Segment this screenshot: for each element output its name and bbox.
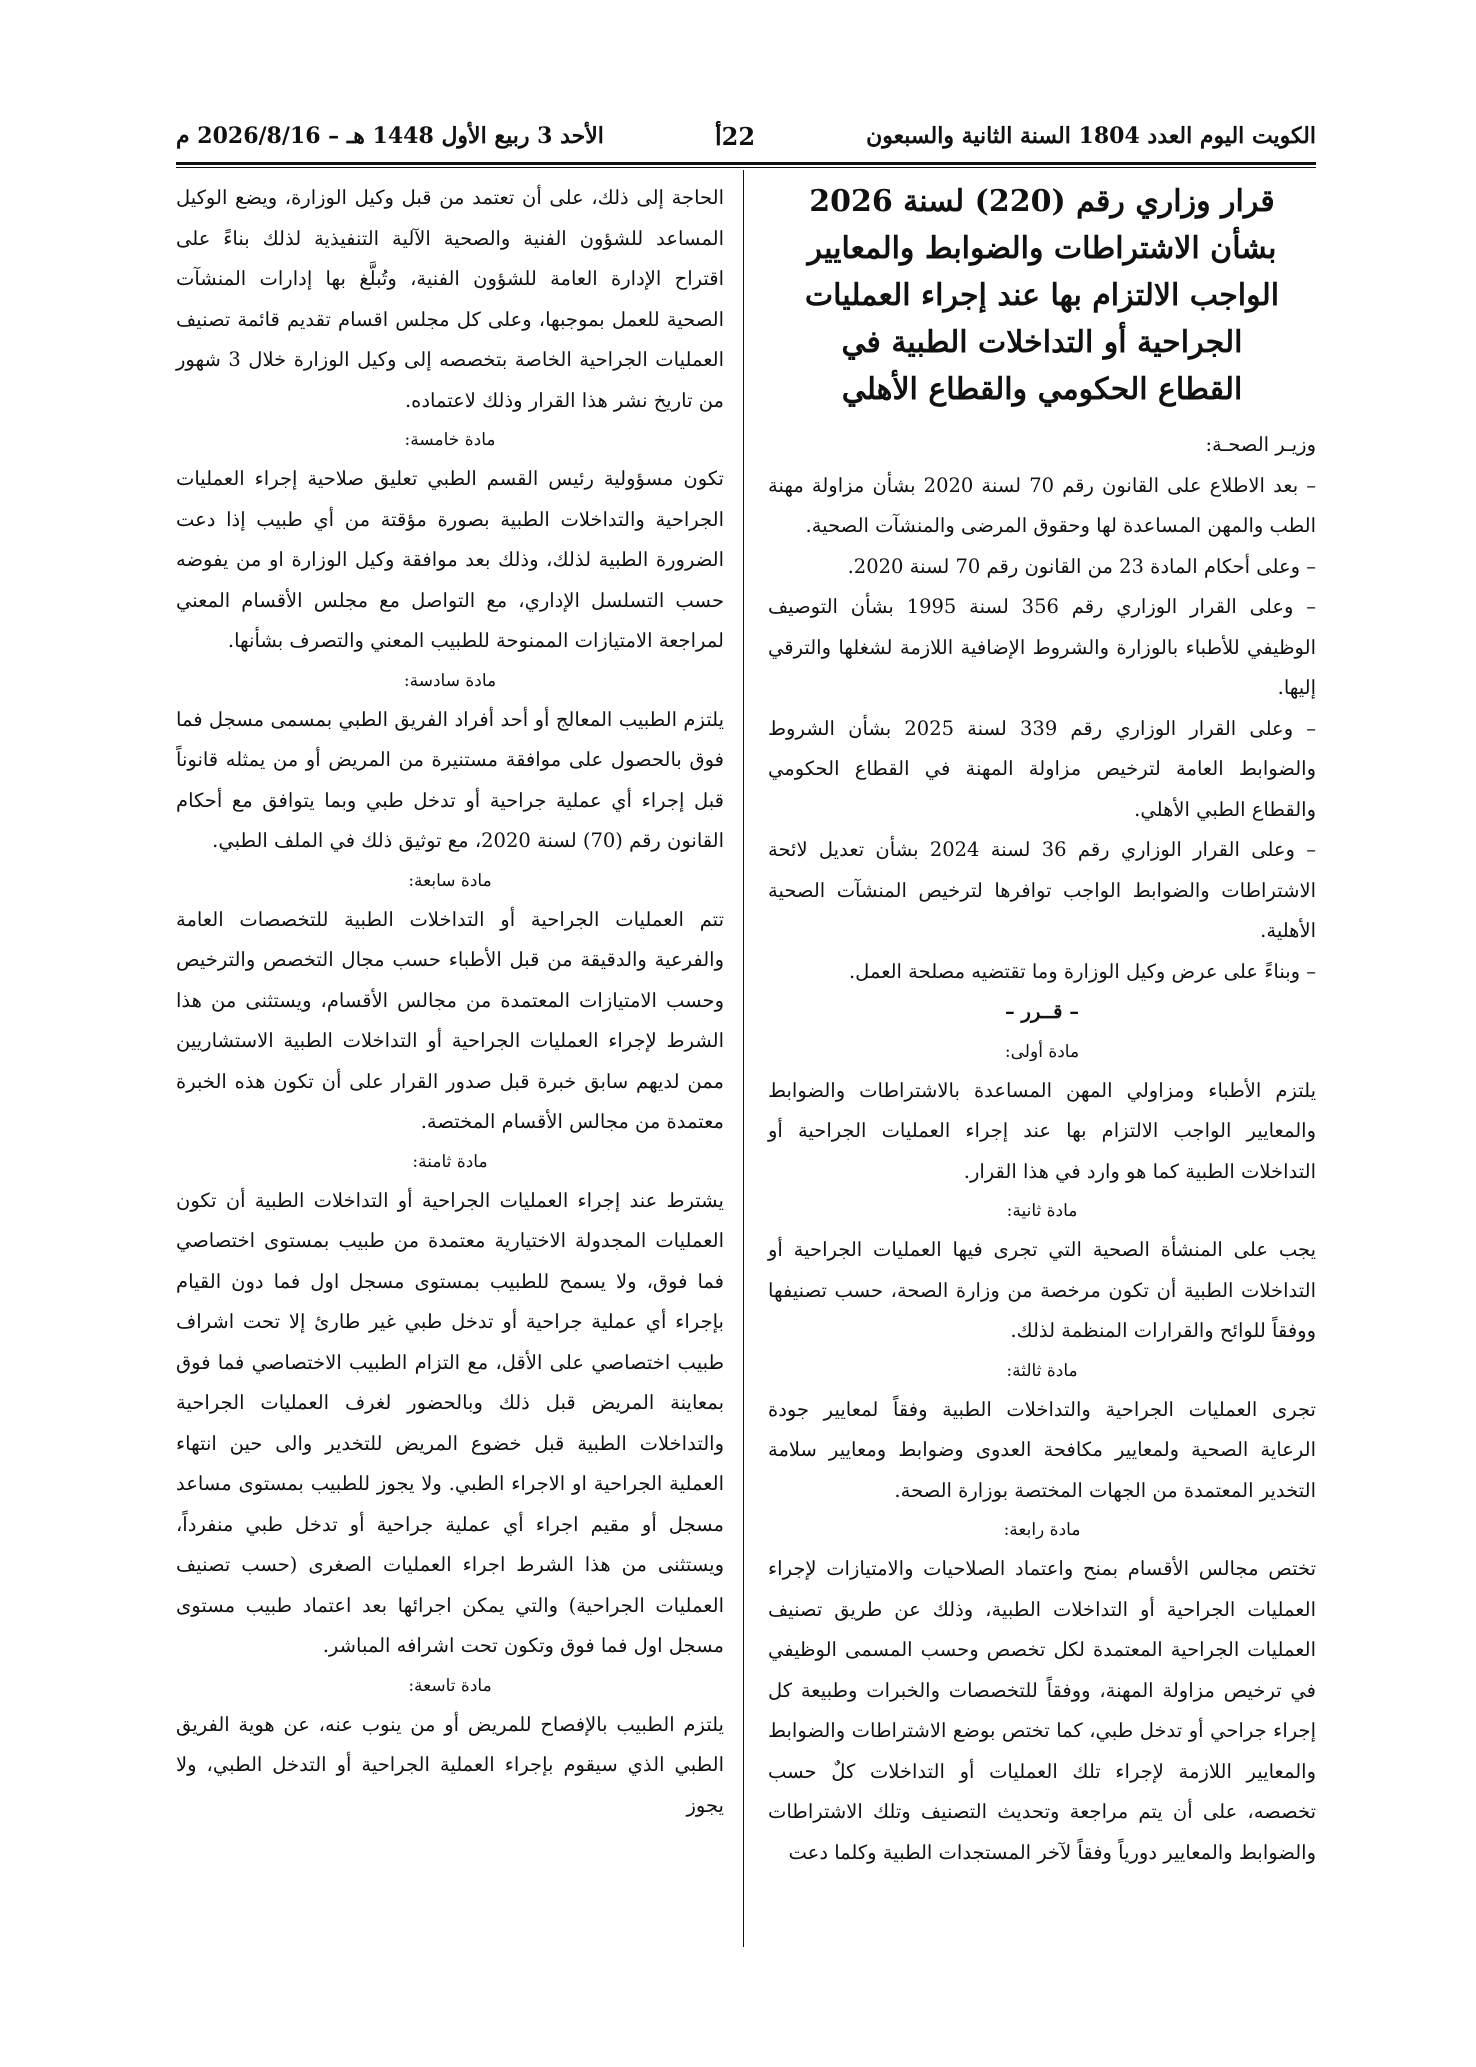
minister-line: وزيـر الصحـة: [1205, 433, 1316, 456]
article-text: تجرى العمليات الجراحية والتداخلات الطبية وفقاً لمعايير جودة الرعاية الصحية ولمعايير مكافحة العدوى وضوابط ومعايير سلامة التخدير المعتمدة من الجهات المختصة بوزارة الصحة. [768, 1397, 1316, 1502]
header-publication: الكويت اليوم العدد 1804 السنة الثانية والسبعون [866, 123, 1316, 149]
article-text: يلتزم الأطباء ومزاولي المهن المساعدة بالاشتراطات والضوابط والمعايير الواجب الالتزام بها عند إجراء العمليات الجراحية أو التداخلات الطبية كما هو وارد في هذا القرار. [768, 1078, 1316, 1183]
decision-heading: – قــرر – [1004, 1000, 1079, 1023]
article-title: مادة سابعة: [408, 870, 492, 891]
article-title: مادة ثامنة: [412, 1151, 488, 1172]
article-text: يلتزم الطبيب بالإفصاح للمريض أو من ينوب عنه، عن هوية الفريق الطبي الذي سيقوم بإجراء العملية الجراحية أو التدخل الطبي، ولا يجوز [176, 1712, 724, 1817]
article-title: مادة أولى: [1004, 1041, 1080, 1062]
header-rule [176, 162, 1316, 165]
title-line: بشأن الاشتراطات والضوابط والمعايير [807, 231, 1277, 266]
article-text: تختص مجالس الأقسام بمنح واعتماد الصلاحيات والامتيازات لإجراء العمليات الجراحية أو التداخلات الطبية، وذلك عن طريق تصنيف العمليات الجراحية المعتمدة لكل تخصص وحسب المسمى الوظيفي في ترخيص مزاولة المهنة، ووفقاً للتخصصات والخبرات وطبيعة كل إجراء جراحي أو تدخل طبي، كما تختص بوضع الاشتراطات والضوابط والمعايير اللازمة لإجراء تلك العمليات أو التداخلات كلٌ حسب تخصصه، على أن يتم مراجعة وتحديث التصنيف وتلك الاشتراطات والضوابط والمعايير دورياً وفقاً لآخر المستجدات الطبية وكلما دعت [768, 1557, 1316, 1864]
preamble-item: – بعد الاطلاع على القانون رقم 70 لسنة 2020 بشأن مزاولة مهنة الطب والمهن المساعدة لها وحقوق المرضى والمنشآت الصحية. [768, 473, 1317, 537]
article-title: مادة رابعة: [1003, 1520, 1081, 1540]
article-text: تكون مسؤولية رئيس القسم الطبي تعليق صلاحية إجراء العمليات الجراحية والتداخلات الطبية بصورة مؤقتة من أي طبيب إذا دعت الضرورة الطبية لذلك، وذلك بعد موافقة وكيل الوزارة او من يفوضه حسب التسلسل الإداري، مع التواصل مع مجلس الأقسام المعني لمراجعة الامتيازات الممنوحة للطبيب المعني والتصرف بشأنها. [176, 467, 724, 652]
preamble-item: – وعلى القرار الوزاري رقم 36 لسنة 2024 بشأن تعديل لائحة الاشتراطات والضوابط الواجب توافرها لترخيص المنشآت الصحية الأهلية. [768, 838, 1316, 942]
page-header [176, 116, 1316, 156]
article-text: يجب على المنشأة الصحية التي تجرى فيها العمليات الجراحية أو التداخلات الطبية أن تكون مرخصة من وزارة الصحة، حسب تصنيفها ووفقاً للوائح والقرارات المنظمة لذلك. [768, 1238, 1316, 1342]
article-title: مادة ثالثة: [1006, 1360, 1078, 1381]
article-title: مادة سادسة: [403, 670, 497, 691]
title-line: الجراحية أو التداخلات الطبية في [841, 325, 1243, 360]
article-text: يشترط عند إجراء العمليات الجراحية أو التداخلات الطبية أن تكون العمليات المجدولة الاختيارية معتمدة من طبيب بمستوى اختصاصي فما فوق، ولا يسمح للطبيب بمستوى مسجل اول فما دون القيام بإجراء أي عملية جراحية أو تدخل طبي غير طارئ إلا تحت اشراف طبيب اختصاصي على الأقل، مع التزام الطبيب الاختصاصي فما فوق بمعاينة المريض قبل ذلك وبالحضور لغرف العمليات الجراحية والتداخلات الطبية قبل خضوع المريض للتخدير والى حين انتهاء العملية الجراحية او الاجراء الطبي. ولا يجوز للطبيب بمستوى مساعد مسجل أو مقيم اجراء أي عملية جراحية أو تدخل طبي منفرداً، ويستثنى من هذا الشرط اجراء العمليات الصغرى (حسب تصنيف العمليات الجراحية) والتي يمكن اجرائها بعد اعتماد طبيب مستوى مسجل اول فما فوق وتكون تحت اشرافه المباشر. [176, 1188, 724, 1657]
preamble-item: – وعلى القرار الوزاري رقم 339 لسنة 2025 بشأن الشروط والضوابط العامة لترخيص مزاولة المهنة في القطاع الحكومي والقطاع الطبي الأهلي. [768, 716, 1317, 821]
right-column [768, 178, 1316, 1873]
preamble-item: – وعلى أحكام المادة 23 من القانون رقم 70 لسنة 2020. [847, 554, 1316, 578]
title-line: الواجب الالتزام بها عند إجراء العمليات [804, 278, 1280, 313]
title-line: القطاع الحكومي والقطاع الأهلي [841, 372, 1243, 407]
article-title: مادة تاسعة: [408, 1675, 492, 1696]
preamble-item: – وبناءً على عرض وكيل الوزارة وما تقتضيه مصلحة العمل. [848, 959, 1316, 983]
article-text: تتم العمليات الجراحية أو التداخلات الطبية للتخصصات العامة والفرعية والدقيقة من قبل الأطباء حسب مجال التخصص والترخيص وحسب الامتيازات المعتمدة من مجالس الأقسام، ويستثنى من هذا الشرط لإجراء العمليات الجراحية أو التداخلات الطبية الاستشاريين ممن لديهم سابق خبرة قبل صدور القرار على أن تكون هذه الخبرة معتمدة من مجالس الأقسام المختصة. [176, 907, 724, 1133]
article-title: مادة ثانية: [1006, 1201, 1078, 1221]
header-date: الأحد 3 ربيع الأول 1448 هـ – 2026/8/16 م [176, 123, 604, 149]
page-number: 22أ [714, 121, 756, 151]
left-column [176, 178, 724, 1826]
preamble-item: – وعلى القرار الوزاري رقم 356 لسنة 1995 بشأن التوصيف الوظيفي للأطباء بالوزارة والشروط الإضافية اللازمة لشغلها والترقي إليها. [768, 595, 1316, 699]
header-rule-thin [176, 167, 1316, 168]
column-divider [743, 170, 744, 1947]
article-text: يلتزم الطبيب المعالج أو أحد أفراد الفريق الطبي بمسمى مسجل فما فوق بالحصول على موافقة مستنيرة من المريض أو من يمثله قانوناً قبل إجراء أي عملية جراحية أو تدخل طبي وبما يتوافق مع أحكام القانون رقم (70) لسنة 2020، مع توثيق ذلك في الملف الطبي. [176, 707, 724, 852]
article-text: الحاجة إلى ذلك، على أن تعتمد من قبل وكيل الوزارة، ويضع الوكيل المساعد للشؤون الفنية والصحية الآلية التنفيذية لذلك بناءً على اقتراح الإدارة العامة للشؤون الفنية، وتُبلَّغ بها إدارات المنشآت الصحية للعمل بموجبها، وعلى كل مجلس اقسام تقديم قائمة تصنيف العمليات الجراحية الخاصة بتخصصه إلى وكيل الوزارة خلال 3 شهور من تاريخ نشر هذا القرار وذلك لاعتماده. [176, 186, 724, 412]
title-line: قرار وزاري رقم (220) لسنة 2026 [809, 184, 1275, 219]
decree-title [768, 178, 1316, 413]
article-title: مادة خامسة: [404, 430, 496, 450]
